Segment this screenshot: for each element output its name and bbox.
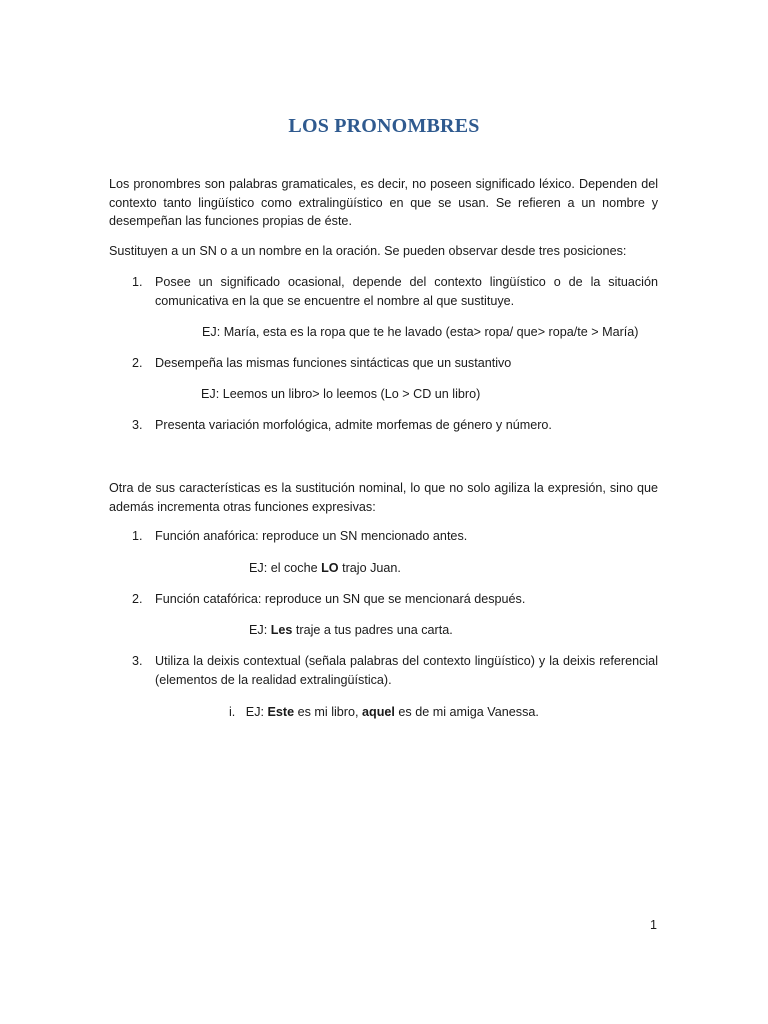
- example-1: EJ: María, esta es la ropa que te he lavado (esta> ropa/ que> ropa/te > María): [202, 325, 639, 339]
- example-text: EJ:: [249, 623, 271, 637]
- example-2: EJ: Leemos un libro> lo leemos (Lo > CD un libro): [201, 387, 481, 401]
- page-number: 1: [650, 918, 658, 932]
- section2-paragraph: Otra de sus características es la sustitución nominal, lo que no solo agiliza la expresión, sino que además incrementa otras funciones expresivas:: [109, 481, 658, 514]
- example-text: EJ:: [245, 705, 268, 719]
- example-text: es de mi amiga Vanessa.: [394, 705, 539, 719]
- positions-intro: Sustituyen a un SN o a un nombre en la oración. Se pueden observar desde tres posiciones:: [109, 244, 627, 258]
- list-number: 3.: [132, 654, 143, 668]
- function-item-3: [109, 652, 658, 689]
- list-number: 1.: [132, 529, 143, 543]
- example-text: EJ: el coche: [249, 561, 322, 575]
- list-number: 2.: [132, 592, 143, 606]
- function-item-2: [109, 590, 658, 609]
- function-item-1: [109, 527, 658, 546]
- list-text: Presenta variación morfológica, admite morfemas de género y número.: [155, 418, 552, 432]
- intro-paragraph: Los pronombres son palabras gramaticales, es decir, no poseen significado léxico. Dependen del contexto tanto lingüístico como extralingüístico en que se usan. Se refieren a un nombre y desempeñan las funciones propias de éste.: [109, 177, 658, 228]
- list-number: 2.: [132, 356, 143, 370]
- sublist-marker: i.: [229, 705, 236, 719]
- example-pronoun: LO: [321, 561, 339, 575]
- page-title: LOS PRONOMBRES: [288, 115, 480, 137]
- position-item-3: [109, 416, 658, 435]
- example-pronoun: Les: [270, 623, 293, 637]
- position-item-1: [109, 273, 658, 310]
- list-text: Utiliza la deixis contextual (señala palabras del contexto lingüístico) y la deixis referencial (elementos de la realidad extralingüística).: [155, 654, 658, 687]
- list-text: Posee un significado ocasional, depende del contexto lingüístico o de la situación comunicativa en la que se encuentre el nombre al que sustituye.: [155, 275, 658, 308]
- list-number: 3.: [132, 418, 143, 432]
- list-number: 1.: [132, 275, 143, 289]
- list-text: Función anafórica: reproduce un SN mencionado antes.: [155, 529, 468, 543]
- example-cataforica: [249, 621, 453, 640]
- position-item-2: [109, 354, 658, 373]
- example-anaforica: [249, 559, 401, 578]
- list-text: Desempeña las mismas funciones sintácticas que un sustantivo: [155, 356, 512, 370]
- example-text: trajo Juan.: [338, 561, 401, 575]
- list-text: Función catafórica: reproduce un SN que se mencionará después.: [155, 592, 526, 606]
- example-text: es mi libro,: [294, 705, 362, 719]
- example-pronoun: Este: [267, 705, 295, 719]
- example-pronoun: aquel: [362, 705, 395, 719]
- example-deixis: [229, 703, 539, 722]
- example-text: traje a tus padres una carta.: [292, 623, 453, 637]
